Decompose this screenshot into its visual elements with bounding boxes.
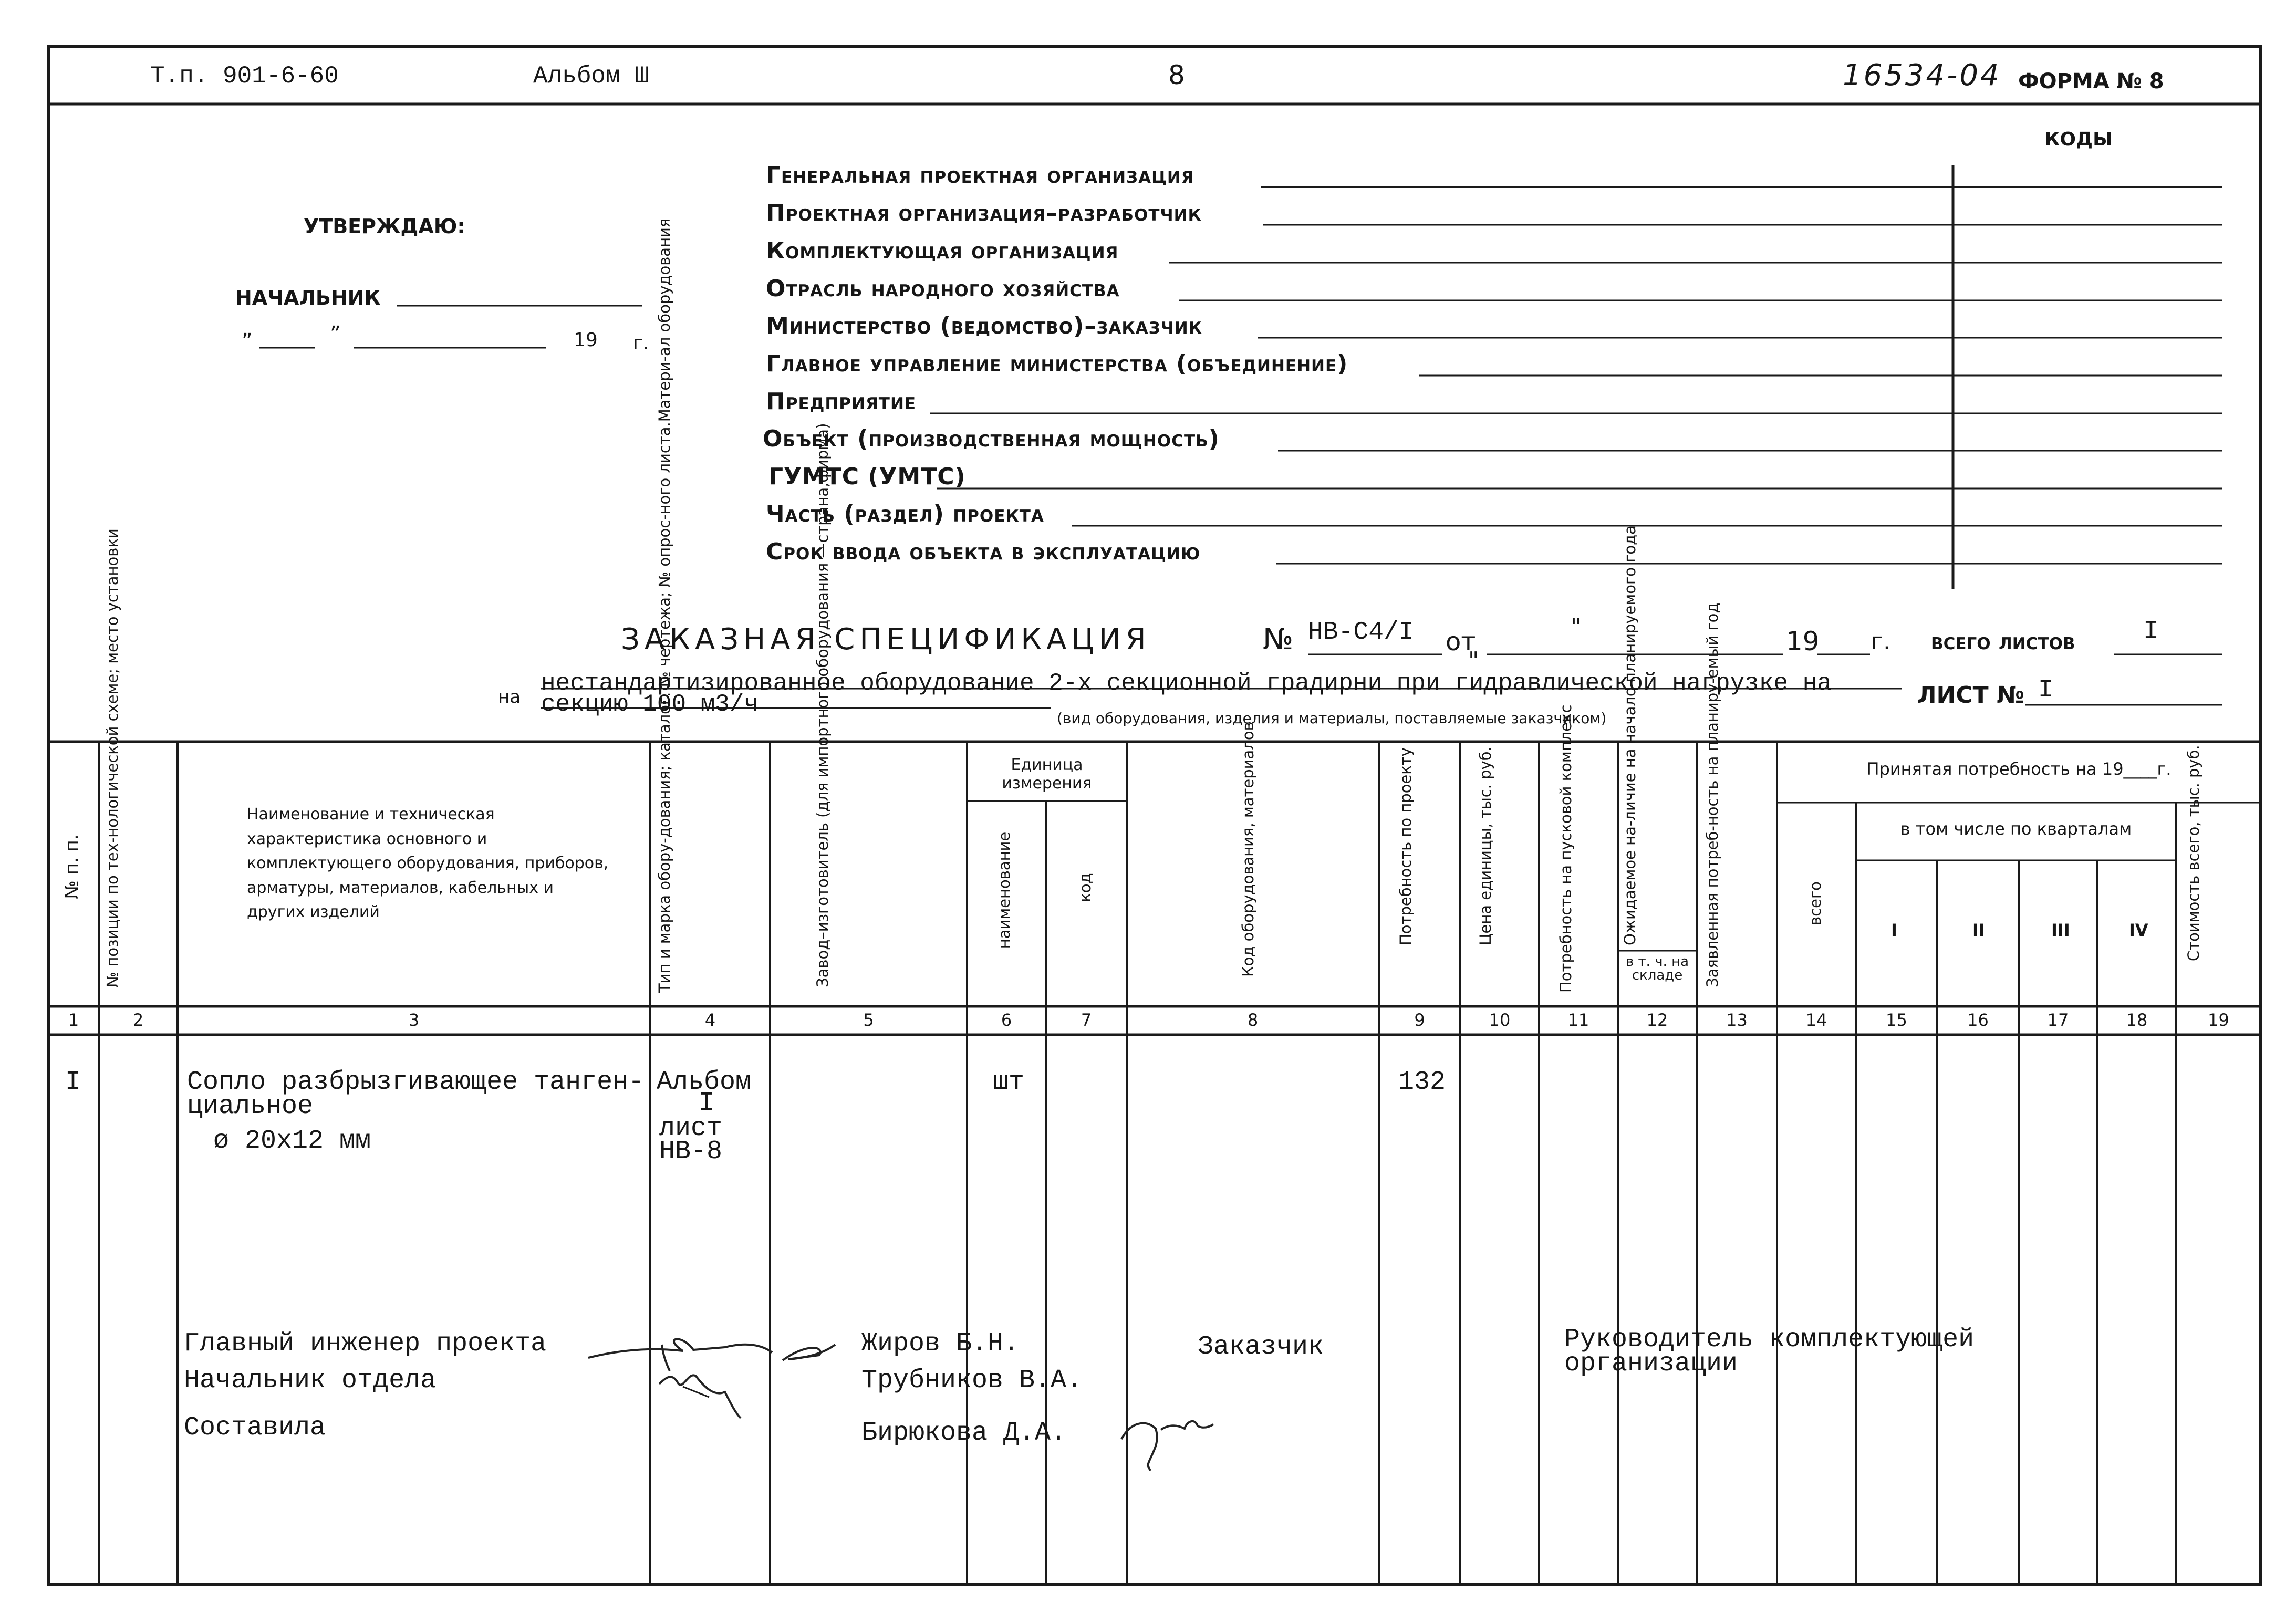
- col-3-header: Наименование и техническая характеристика основного и комплектующего оборудования, приборов, арматуры, материалов, кабельных и других изделий: [247, 805, 609, 921]
- spec-year-unit: г.: [1871, 628, 1891, 655]
- field-main-directorate: Главное управление министерства (объединение): [766, 350, 1348, 377]
- field-design-org: Проектная организация–разработчик: [766, 200, 1202, 226]
- field-industry: Отрасль народного хозяйства: [766, 275, 1120, 302]
- spec-from-label: от: [1446, 627, 1476, 657]
- col-4-header: Тип и марка обору-дования; каталог. № чертежа; № опрос-ного листа.Матери-ал оборудования: [656, 218, 673, 993]
- field-object: Объект (производственная мощность): [763, 425, 1220, 452]
- col-16-header: II: [1972, 920, 1985, 940]
- project-code: Т.п. 901-6-60: [150, 63, 339, 90]
- col-12-header: Ожидаемое на-личие на начало планируемого года: [1621, 525, 1639, 945]
- field-enterprise: Предприятие: [766, 388, 917, 415]
- col-number: 8: [1247, 1010, 1259, 1030]
- col-10-header: Цена единицы, тыс. руб.: [1477, 746, 1494, 945]
- row-need: 132: [1398, 1067, 1446, 1097]
- signer-1: Жиров Б.Н.: [861, 1329, 1020, 1359]
- col-number: 5: [863, 1010, 874, 1030]
- col-number: 16: [1967, 1010, 1989, 1030]
- col-13-header: Заявленная потреб-ность на планиру-емый год: [1703, 602, 1721, 987]
- row-name-line-2: циальное: [187, 1091, 314, 1121]
- document-number: 16534-04: [1843, 58, 2001, 92]
- col-1-header: № п. п.: [61, 834, 82, 899]
- album-label: Альбом Ш: [533, 63, 649, 90]
- sheet-no-label: ЛИСТ №: [1917, 682, 2024, 709]
- row-name-line-1: Сопло разбрызгивающее танген-: [187, 1067, 645, 1097]
- spec-quote-b: ": [1468, 647, 1479, 674]
- col-12-subheader: в т. ч. на складе: [1625, 954, 1689, 983]
- unit-group-header: Единица измерения: [1002, 756, 1092, 793]
- approve-year-unit: г.: [633, 332, 649, 354]
- accepted-group-header: Принятая потребность на 19____г.: [1866, 759, 2172, 779]
- field-ministry: Министерство (ведомство)–заказчик: [766, 313, 1203, 339]
- quarters-group-header: в том числе по кварталам: [1900, 819, 2132, 839]
- field-project-part: Часть (раздел) проекта: [766, 501, 1044, 527]
- col-number: 13: [1726, 1010, 1748, 1030]
- col-8-header: Код оборудования, материалов: [1239, 722, 1257, 977]
- row-type-line-1: Альбом: [657, 1067, 752, 1097]
- total-sheets-label: всего листов: [1931, 628, 2075, 655]
- col-number: 7: [1081, 1010, 1092, 1030]
- row-type-line-4: НВ-8: [659, 1137, 723, 1167]
- spec-subject-cont: секцию 100 м3/ч: [541, 691, 759, 718]
- col-number: 1: [68, 1010, 79, 1030]
- col-19-header: Стоимость всего, тыс. руб.: [2185, 745, 2203, 961]
- dept-head-label: Начальник отдела: [184, 1366, 437, 1396]
- spec-title: ЗАКАЗНАЯ СПЕЦИФИКАЦИЯ: [621, 622, 1151, 657]
- sheet-no-value: I: [2038, 676, 2053, 704]
- row-type-line-3: лист: [659, 1114, 723, 1143]
- spec-subject: нестандартизированное оборудование 2-х секционной градирни при гидравлической нагрузке на: [541, 670, 1832, 697]
- chief-label: НАЧАЛЬНИК: [235, 286, 381, 309]
- spec-subject-hint: (вид оборудования, изделия и материалы, поставляемые заказчиком): [1057, 710, 1607, 727]
- col-number: 11: [1567, 1010, 1589, 1030]
- col-2-header: № позиции по тех-нологической схеме; место установки: [103, 528, 121, 987]
- col-number: 12: [1646, 1010, 1668, 1030]
- supplier-head-line-2: организации: [1564, 1349, 1738, 1379]
- spec-quote-a: ": [1571, 613, 1582, 640]
- col-14-header: всего: [1806, 881, 1824, 925]
- col-number: 14: [1805, 1010, 1827, 1030]
- col-11-header: Потребность на пусковой комплекс: [1557, 704, 1575, 993]
- col-17-header: III: [2051, 920, 2070, 940]
- col-15-header: I: [1891, 920, 1897, 940]
- signer-3: Бирюкова Д.А.: [861, 1418, 1067, 1448]
- col-number: 19: [2208, 1010, 2229, 1030]
- col-number: 17: [2047, 1010, 2069, 1030]
- date-quote-close: ”: [330, 322, 341, 346]
- approve-title: УТВЕРЖДАЮ:: [304, 215, 465, 238]
- spec-number: НВ-С4/I: [1308, 618, 1414, 647]
- col-number: 10: [1489, 1010, 1511, 1030]
- chief-engineer-label: Главный инженер проекта: [184, 1329, 547, 1359]
- compiled-label: Составила: [184, 1413, 326, 1443]
- col-7-header: код: [1076, 873, 1094, 902]
- row-unit: шт: [993, 1067, 1025, 1097]
- approve-year: 19: [574, 329, 598, 351]
- supplier-head-line-1: Руководитель комплектующей: [1564, 1325, 1975, 1355]
- col-18-header: IV: [2129, 920, 2148, 940]
- col-5-header: Завод–изготовитель (для импортного оборудования —страна,фирма): [814, 423, 832, 987]
- form-number: ФОРМА № 8: [2018, 69, 2164, 93]
- signer-2: Трубников В.А.: [861, 1366, 1083, 1396]
- spec-na-label: на: [498, 686, 521, 707]
- customer-label: Заказчик: [1198, 1332, 1324, 1362]
- row-number: I: [65, 1067, 81, 1097]
- col-6-header: наименование: [995, 831, 1013, 949]
- field-gumts: ГУМТС (УМТС): [768, 463, 966, 490]
- col-9-header: Потребность по проекту: [1397, 747, 1415, 945]
- spec-year: 19: [1786, 626, 1820, 657]
- col-number: 9: [1414, 1010, 1425, 1030]
- row-name-line-3: ø 20х12 мм: [213, 1126, 371, 1156]
- field-supply-org: Комплектующая организация: [766, 237, 1119, 264]
- col-number: 6: [1001, 1010, 1012, 1030]
- col-number: 2: [132, 1010, 144, 1030]
- field-general-org: Генеральная проектная организация: [766, 162, 1194, 189]
- field-commissioning-date: Срок ввода объекта в эксплуатацию: [766, 538, 1201, 565]
- col-number: 15: [1886, 1010, 1907, 1030]
- col-number: 18: [2126, 1010, 2148, 1030]
- codes-label: КОДЫ: [2044, 129, 2113, 150]
- page-number: 8: [1168, 60, 1185, 90]
- spec-no-label: №: [1263, 622, 1294, 657]
- col-number: 4: [704, 1010, 716, 1030]
- row-type-line-2: I: [699, 1088, 715, 1118]
- date-quote-open: ”: [242, 329, 253, 353]
- col-number: 3: [408, 1010, 420, 1030]
- total-sheets-value: I: [2143, 617, 2159, 647]
